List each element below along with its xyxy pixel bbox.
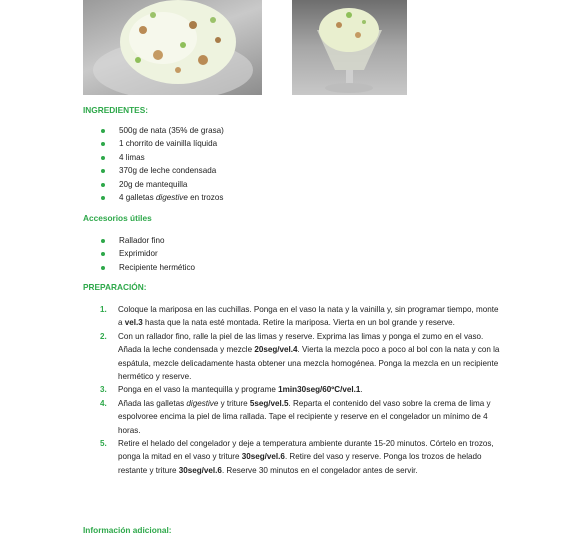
step-text: . Reserve 30 minutos en el congelador antes de servir.	[221, 465, 418, 475]
ingredient-text: 4 limas	[119, 152, 145, 162]
step-text: hasta que la nata esté montada. Retire la mariposa. Vierta en un bol grande y reserve.	[142, 318, 455, 328]
bullet-icon	[101, 142, 105, 146]
ingredient-text: 4 galletas	[119, 192, 156, 202]
step-setting: 30seg/vel.6	[241, 452, 285, 462]
step-text: Coloque la mariposa en las cuchillas. Ponga en el vaso la nata y la vainilla y, sin programar tiempo, monte a	[118, 305, 499, 328]
ingredientes-heading: INGREDIENTES:	[83, 105, 148, 115]
ingredient-item	[99, 137, 224, 150]
ingredient-emphasis: digestive	[155, 192, 188, 202]
ingredients-list	[99, 124, 224, 204]
bullet-icon	[101, 266, 105, 270]
step-text: .	[360, 385, 363, 395]
step-number: 3.	[100, 385, 107, 395]
bullet-icon	[101, 129, 105, 133]
bullet-icon	[101, 239, 105, 243]
preparation-steps	[100, 303, 500, 477]
step-number: 5.	[100, 439, 107, 449]
ingredient-text: 500g de nata (35% de grasa)	[119, 126, 224, 135]
bullet-icon	[101, 169, 105, 173]
step-setting: 30seg/vel.6	[178, 465, 222, 475]
step-item	[100, 397, 500, 437]
accesorio-text: Recipiente hermético	[119, 262, 196, 272]
step-text: y triture	[218, 398, 250, 408]
ingredient-item	[99, 164, 224, 177]
preparacion-heading: PREPARACIÓN:	[83, 282, 147, 292]
step-setting: 5seg/vel.5	[249, 398, 289, 408]
ingredient-text: 20g de mantequilla	[119, 179, 188, 189]
ingredient-text: 370g de leche condensada	[119, 166, 217, 176]
accesorio-text: Exprimidor	[119, 249, 158, 259]
step-setting: vel.3	[124, 318, 143, 328]
ingredient-item	[99, 151, 224, 164]
accesorio-item	[99, 234, 195, 247]
step-item	[100, 437, 500, 477]
step-text: Retire el helado del congelador y deje a temperatura ambiente durante 15-20 minutos. Córtelo en trozos, ponga la mitad en el vaso y triture	[118, 439, 494, 462]
accesorio-text: Rallador fino	[119, 236, 165, 245]
step-text: Añada las galletas	[118, 398, 187, 408]
bullet-icon	[101, 156, 105, 160]
ingredient-text: en trozos	[187, 192, 224, 202]
step-number: 4.	[100, 398, 107, 408]
bullet-icon	[101, 252, 105, 256]
step-text: Con un rallador fino, ralle la piel de las limas y reserve. Exprima las limas y ponga el zumo en el vaso. Añada la leche condensada y mezcle	[118, 331, 484, 355]
ingredient-item	[99, 178, 224, 191]
step-item	[100, 383, 500, 396]
accesorios-list	[99, 234, 195, 274]
ice-cream-glass-photo	[292, 0, 407, 95]
step-text: Ponga en el vaso la mantequilla y programe	[118, 385, 279, 395]
step-setting: 1min30seg/60ºC/vel.1	[278, 385, 361, 395]
step-setting: 20seg/vel.4	[254, 345, 298, 355]
step-emphasis: digestive	[186, 398, 219, 408]
step-number: 2.	[100, 331, 107, 341]
ice-cream-photo	[83, 0, 262, 95]
ingredient-item	[99, 124, 224, 137]
accesorios-heading: Accesorios útiles	[83, 213, 152, 223]
step-number: 1.	[100, 305, 107, 314]
accesorio-item	[99, 261, 195, 274]
bullet-icon	[101, 196, 105, 200]
ingredient-text: 1 chorrito de vainilla líquida	[119, 139, 218, 149]
step-text: . Vierta la mezcla poco a poco al bol con la nata y con la espátula, mezcle delicadamente hasta obtener una mezcla homogénea. Ponga la mezcla en un recipiente hermético y reserve.	[118, 345, 500, 382]
step-item	[100, 303, 500, 330]
info-heading: Información adicional:	[83, 525, 172, 535]
step-item	[100, 330, 500, 384]
bullet-icon	[101, 183, 105, 187]
accesorio-item	[99, 247, 195, 260]
step-text: . Retire del vaso y reserve. Ponga los trozos de helado restante y triture	[118, 452, 482, 475]
ingredient-item	[99, 191, 224, 204]
step-text: . Reparta el contenido del vaso sobre la crema de lima y espolvoree encima la piel de lima rallada. Tape el recipiente y reserve en el congelador un mínimo de 4 horas.	[118, 398, 491, 435]
